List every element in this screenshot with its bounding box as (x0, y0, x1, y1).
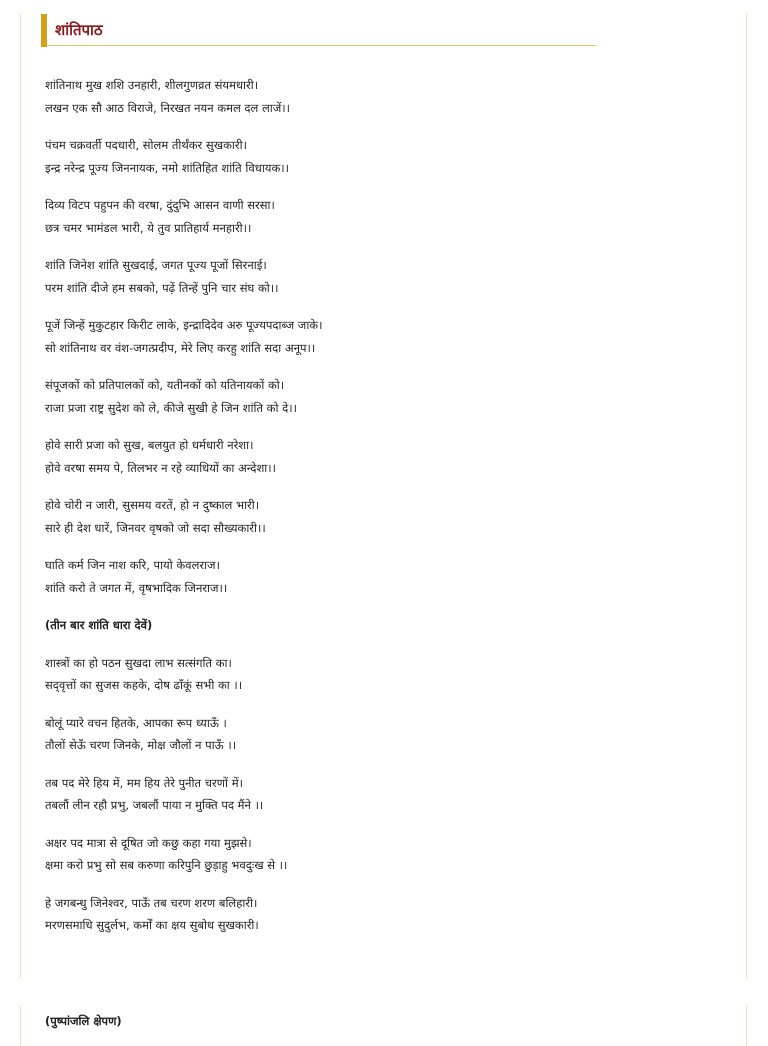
verse-line: होवे वरषा समय पे, तिलभर न रहे व्याधियों का अन्देशा।। (45, 460, 276, 475)
verse-line: राजा प्रजा राष्ट्र सुदेश को ले, कीजे सुखी हे जिन शांति को दे।। (45, 400, 297, 415)
heading-accent-bar (41, 14, 47, 47)
verse-line: तब पद मेरे हिय में, मम हिय तेरे पुनीत चरणों में। (45, 775, 243, 790)
section-heading (41, 14, 596, 46)
verse-line: सद्‌वृत्तों का सुजस कहके, दोष ढाँकूं सभी का ।। (45, 678, 243, 692)
stanza (45, 832, 705, 877)
stanza (45, 374, 705, 419)
stanza (45, 652, 705, 697)
verse-line: होवे चोरी न जारी, सुसमय वरतें, हो न दुष्काल भारी। (45, 498, 260, 512)
verse-line: पंचम चक्रवर्ती पदधारी, सोलम तीर्थंकर सुखकारी। (45, 138, 247, 152)
stanza (45, 434, 705, 479)
stanza (45, 254, 705, 299)
verse-line: तबलौं लीन रहौ प्रभु, जबलौं पाया न मुक्ति पद मैंने ।। (45, 798, 264, 812)
stanza (45, 74, 705, 119)
stanza (45, 494, 705, 539)
verse-line: बोलूं प्यारे वचन हितके, आपका रूप ध्याऊँ । (45, 715, 227, 730)
verse-line: संपूजकों को प्रतिपालकों को, यतीनकों को यतिनायकों को। (45, 378, 285, 392)
verse-line: सारे ही देश धारें, जिनवर वृषको जो सदा सौख्यकारी।। (45, 520, 266, 535)
verse-line: शांति करो ते जगत में, वृषभादिक जिनराज।। (45, 580, 228, 595)
verse-line: लखन एक सौ आठ विराजे, निरखत नयन कमल दल लाजें।। (45, 100, 291, 115)
stanza (45, 554, 705, 599)
content-panel (20, 14, 747, 978)
verse-line: हे जगबन्धु जिनेश्वर, पाऊँ तब चरण शरण बलिहारी। (45, 895, 258, 910)
verse-line: शास्त्रों का हो पठन सुखदा लाभ सत्संगति का। (45, 655, 232, 670)
stanza (45, 712, 705, 757)
verse-line: अक्षर पद मात्रा से दूषित जो कछु कहा गया मुझसे। (45, 835, 252, 850)
verse-line: छत्र चमर भामंडल भारी, ये तुव प्रातिहार्य मनहारी।। (45, 220, 252, 235)
verse-line: तौलों सेऊँ चरण जिनके, मोक्ष जौलों न पाऊँ ।। (45, 738, 237, 752)
verse-line: इन्द्र नरेन्द्र पूज्य जिननायक, नमो शांतिहित शांति विधायक।। (45, 160, 290, 175)
stanza (45, 892, 705, 937)
stanza (45, 194, 705, 239)
verse-line: मरणसमाधि सुदुर्लभ, कर्मों का क्षय सुबोध सुखकारी। (45, 918, 259, 932)
verse-line: क्षमा करो प्रभु सो सब करुणा करिपुनि छुड़ाहु भवदुःख से ।। (45, 858, 288, 872)
verse-line: परम शांति दीजे हम सबको, पढ़ें तिन्हें पुनि चार संघ को।। (45, 280, 279, 295)
next-content-panel (20, 1006, 747, 1046)
verse-line: सो शांतिनाथ वर वंश-जगत्प्रदीप, मेरे लिए करहु शांति सदा अनूप।। (45, 340, 316, 355)
verse-line: घाति कर्म जिन नाश करि, पायो केवलराज। (45, 558, 220, 572)
next-section-title: (पुष्पांजलि क्षेपण) (45, 1014, 122, 1028)
stanza (45, 134, 705, 179)
verse-line: पूजें जिन्हें मुकुटहार किरीट लाके, इन्द्रादिदेव अरु पूज्यपदाब्ज जाके। (45, 318, 323, 332)
verse-line: दिव्य विटप पहुपन की वरषा, दुंदुभि आसन वाणी सरसा। (45, 198, 275, 212)
verse-line: शांतिनाथ मुख शशि उनहारी, शीलगुणव्रत संयमधारी। (45, 78, 259, 92)
verse-line: शांति जिनेश शांति सुखदाई, जगत पूज्य पूजों सिरनाई। (45, 258, 267, 272)
verse-line: होवे सारी प्रजा को सुख, बलयुत हो धर्मधारी नरेशा। (45, 438, 254, 452)
prayer-text (45, 74, 705, 952)
stanza (45, 314, 705, 359)
instruction-note: (तीन बार शांति धारा देवें) (45, 618, 153, 632)
stanza (45, 772, 705, 817)
section-title: शांतिपाठ (55, 21, 103, 39)
